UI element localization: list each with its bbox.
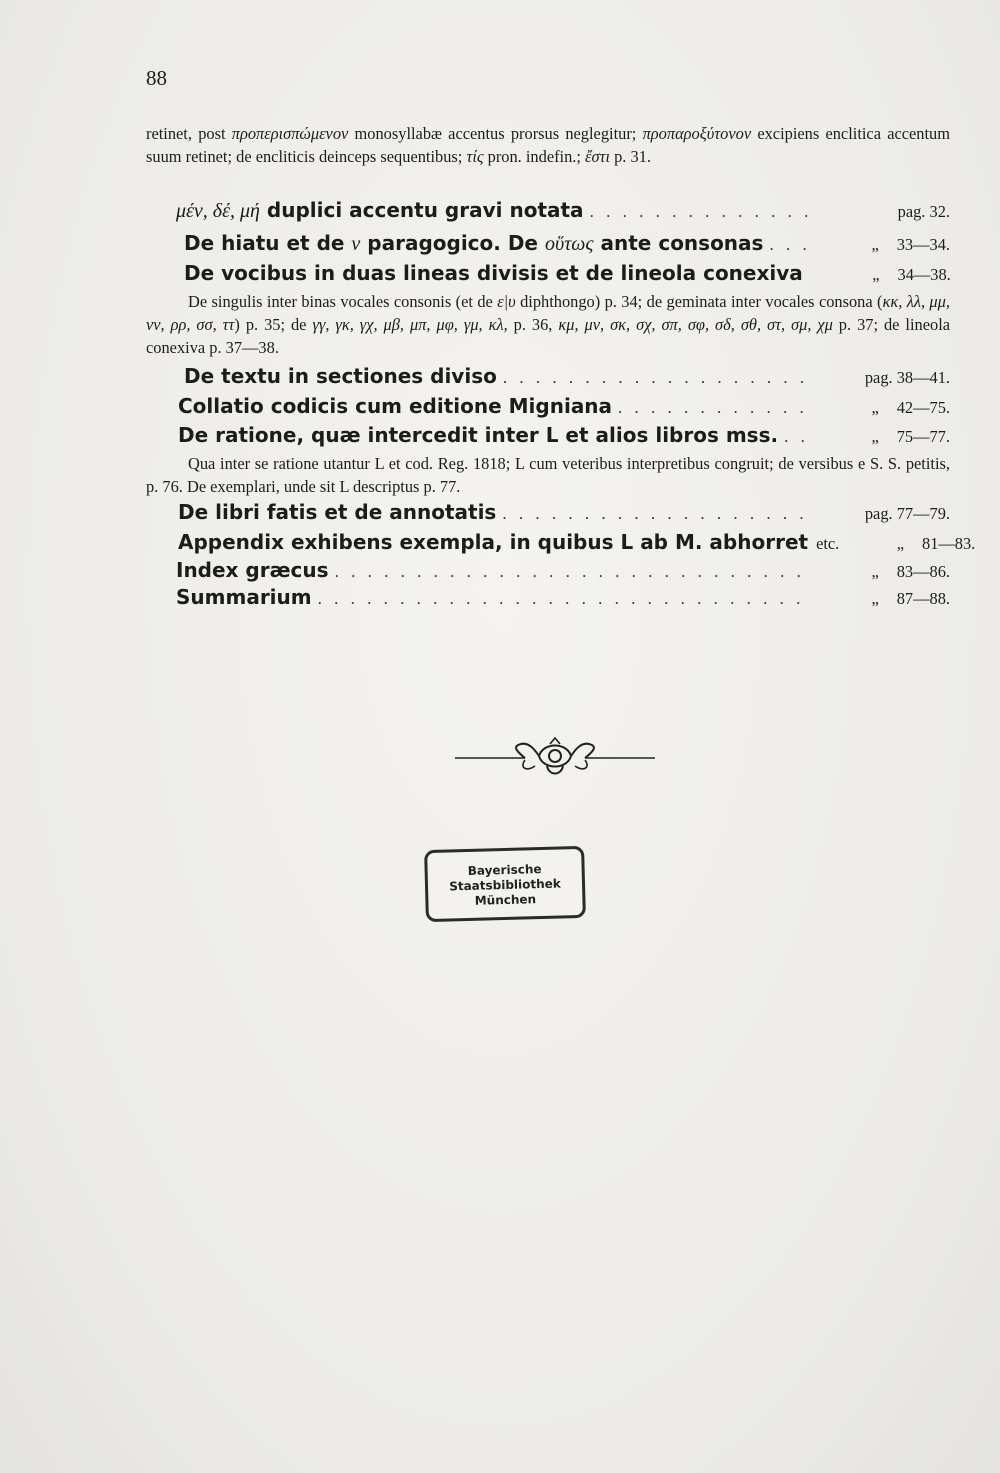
leader-dots	[618, 398, 808, 418]
entry-title: De ratione, quæ intercedit inter L et alios libros mss.	[178, 423, 779, 447]
para-greek-2: κκ, λλ, μμ, νν, ρρ, σσ, ττ	[146, 292, 950, 334]
entry-title: Appendix exhibens exempla, in quibus L ab M. abhorret	[178, 530, 809, 554]
entry-title: duplici accentu gravi notata	[259, 198, 584, 222]
ditto-mark: „	[871, 589, 879, 608]
leader-dots	[769, 235, 808, 255]
toc-entry-accentu	[146, 198, 950, 223]
entry-greek: μέν, δέ, μή	[176, 200, 260, 222]
entry-greek-b: οὕτως	[544, 233, 594, 255]
intro-greek-2: προπαροξύτονον	[642, 124, 752, 143]
para-text-1: De singulis inter binas vocales consonis (et de	[188, 292, 498, 311]
ornament-icon	[455, 736, 655, 782]
stamp-line-1: Bayerische	[467, 862, 542, 878]
entry-page-ref: 42—75.	[896, 398, 950, 417]
para-text-2: diphthongo) p. 34; de geminata inter vocales consona (	[515, 292, 883, 311]
leader-dots	[590, 202, 808, 222]
ditto-mark: „	[872, 265, 880, 284]
toc-entry-collatio	[146, 394, 950, 418]
toc-entry-textu	[146, 364, 950, 388]
entry-etc: etc.	[816, 534, 840, 553]
para-text-3: ) p. 35; de	[234, 315, 313, 334]
entry-title: De textu in sectiones diviso	[184, 364, 497, 388]
toc-entry-summarium	[146, 585, 950, 609]
leader-dots	[318, 589, 808, 609]
entry-title: Collatio codicis cum editione Migniana	[178, 394, 613, 418]
entry-title: Summarium	[176, 585, 312, 609]
toc-entry-appendix	[146, 530, 976, 554]
ditto-mark: „	[896, 534, 904, 553]
intro-greek-3: τίς	[466, 147, 484, 166]
entry-title: De libri fatis et de annotatis	[178, 500, 497, 524]
entry-title: De vocibus in duas lineas divisis et de lineola conexiva	[184, 261, 803, 285]
intro-text-3: excipiens enclitica accentum suum retinet; de encliticis deinceps sequentibus;	[146, 124, 951, 166]
intro-paragraph	[146, 122, 950, 168]
ditto-mark: „	[871, 235, 879, 254]
para-text-4: p. 36,	[507, 315, 559, 334]
stamp-line-3: München	[474, 892, 537, 908]
entry-page-ref: 34—38.	[897, 265, 951, 284]
intro-text-4: pron. indefin.;	[483, 147, 586, 166]
entry-title-b: paragogico. De	[360, 231, 545, 255]
ratione-paragraph: Qua inter se ratione utantur L et cod. Reg. 1818; L cum veteribus interpretibus congruit; de versibus e S. S. petitis, p. 76. De exemplari, unde sit L descriptus p. 77.	[146, 454, 950, 496]
intro-greek-1: προπερισπώμενον	[231, 124, 349, 143]
para-greek-3: γγ, γκ, γχ, μβ, μπ, μφ, γμ, κλ,	[312, 315, 508, 334]
toc-entry-fatis	[146, 500, 950, 524]
entry-page-ref: 83—86.	[896, 562, 950, 581]
entry-page-ref: pag. 77—79.	[864, 504, 950, 523]
leader-dots	[335, 562, 808, 582]
entry-greek-a: ν	[351, 233, 361, 255]
consonis-paragraph	[146, 290, 950, 359]
page-number: 88	[146, 66, 167, 90]
toc-entry-vocibus	[146, 261, 950, 285]
leader-dots	[502, 504, 808, 524]
toc-entry-index	[146, 558, 950, 582]
entry-page-ref: 75—77.	[896, 427, 950, 446]
ditto-mark: „	[871, 398, 879, 417]
para-text-5: p. 37; de lineola conexiva p. 37—38.	[146, 315, 951, 357]
ditto-mark: „	[871, 427, 879, 446]
intro-greek-4: ἔστι	[585, 147, 611, 166]
library-stamp	[424, 846, 586, 922]
entry-page-ref: 33—34.	[896, 235, 950, 254]
entry-title: Index græcus	[176, 558, 329, 582]
ditto-mark: „	[871, 562, 879, 581]
para-greek-4: κμ, μν, σκ, σχ, σπ, σφ, σδ, σθ, στ, σμ, χμ	[558, 315, 833, 334]
toc-entry-ratione	[146, 423, 950, 447]
entry-title-c: ante consonas	[593, 231, 764, 255]
leader-dots	[784, 427, 808, 447]
leader-dots	[503, 368, 808, 388]
entry-page-ref: 81—83.	[922, 534, 976, 553]
intro-text-5: p. 31.	[610, 147, 651, 166]
intro-text-1: retinet, post	[146, 124, 232, 143]
entry-page-ref: pag. 32.	[897, 202, 950, 221]
entry-title-a: De hiatu et de	[184, 231, 352, 255]
stamp-line-2: Staatsbibliothek	[449, 876, 562, 894]
entry-page-ref: 87—88.	[896, 589, 950, 608]
intro-text-2: monosyllabæ accentus prorsus neglegitur;	[348, 124, 643, 143]
entry-page-ref: pag. 38—41.	[864, 368, 950, 387]
para-greek-1: ε|υ	[497, 292, 516, 311]
toc-entry-hiatu	[146, 231, 950, 256]
